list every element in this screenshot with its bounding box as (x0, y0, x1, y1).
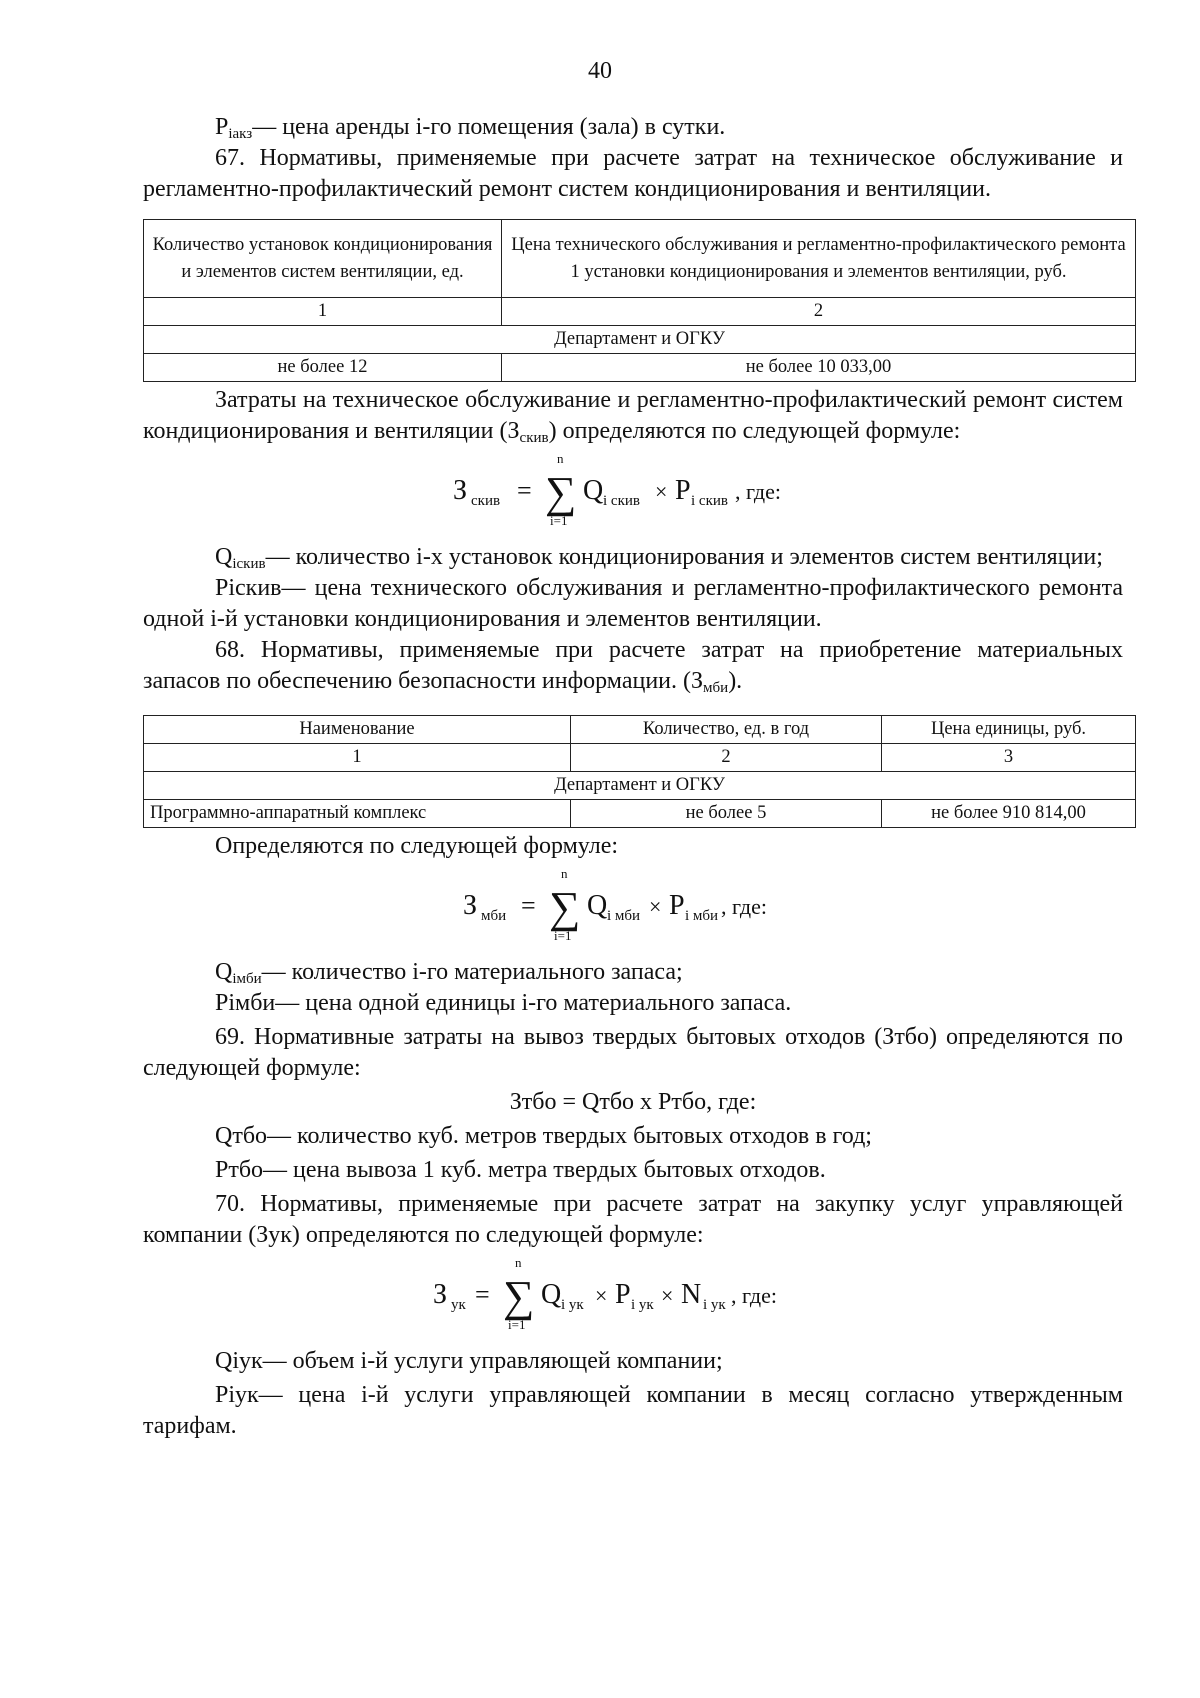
sum-lower-limit: i=1 (554, 928, 572, 943)
table-air-conditioning-norms (143, 219, 1136, 382)
formula-q-sub: i мби (607, 908, 641, 924)
definition-q-tbo: Qтбо— количество куб. метров твердых бытовых отходов в год; (215, 1123, 872, 1149)
formula-q: Q (583, 475, 604, 506)
formula-zmbi (143, 866, 1123, 953)
formula-zskiv-svg (423, 451, 843, 529)
table-cell: не более 5 (571, 800, 882, 828)
formula-eq: = (475, 1280, 490, 1309)
table-number-row (144, 744, 1136, 772)
table-cell: 3 (882, 744, 1136, 772)
formula-q: Q (587, 890, 608, 921)
table-group-row (144, 772, 1136, 800)
formula2-intro: Определяются по следующей формуле: (215, 833, 619, 859)
table-header-row (144, 220, 1136, 298)
formula-n-sub: i ук (703, 1297, 726, 1313)
formula-times: × (595, 1283, 608, 1308)
definition-p-iakz: $P_{іакз}—$ цена аренды і-го помещения (зала) в сутки. (215, 114, 726, 142)
sum-lower-limit: i=1 (550, 513, 568, 528)
formula-p: P (675, 475, 691, 506)
table-row (144, 800, 1136, 828)
section-68: 68. Нормативы, применяемые при расчете затрат на приобретение материальных запасов по обеспечению безопасности информации. $(З_{мби})$. (143, 637, 1123, 696)
formula-lhs-sub: ук (451, 1297, 466, 1313)
sum-symbol: ∑ (549, 883, 581, 932)
zskiv-intro: Затраты на техническое обслуживание и регламентно-профилактический ремонт систем кондиционирования и вентиляции $(З_{скив})$ определяются по следующей формуле: (143, 387, 1123, 446)
formula-lhs-sub: скив (471, 493, 501, 509)
table-header-cell: Количество установок кондиционирования и элементов систем вентиляции, ед. (144, 220, 502, 298)
formula-q: Q (541, 1279, 562, 1310)
sum-symbol: ∑ (503, 1272, 535, 1321)
sum-symbol: ∑ (545, 468, 577, 517)
table-header-cell: Наименование (144, 716, 571, 744)
formula-zmbi-svg (423, 866, 843, 944)
definition-p-imbi: Рімби— цена одной единицы і-го материального запаса. (215, 990, 792, 1016)
definition-q-iuk: Qіук— объем і-й услуги управляющей компании; (215, 1348, 723, 1374)
formula-lhs-sub: мби (481, 908, 507, 924)
sum-upper-limit: n (557, 451, 564, 466)
formula-ztbo: Зтбо = Qтбо х Ртбо, где: (509, 1089, 757, 1115)
formula-lhs: З (463, 890, 478, 921)
table-cell: 2 (571, 744, 882, 772)
table-number-row (144, 298, 1136, 326)
formula-tail: , где: (735, 479, 781, 504)
sum-lower-limit: i=1 (508, 1317, 526, 1332)
table-cell: 1 (144, 744, 571, 772)
definition-q-iskiv: $Q_{іскив}—$ количество і-х установок кондиционирования и элементов систем вентиляции; (215, 544, 1103, 572)
sum-upper-limit: n (561, 866, 568, 881)
table-cell: 1 (144, 298, 502, 326)
table-cell: не более 910 814,00 (882, 800, 1136, 828)
formula-times: × (649, 894, 662, 919)
table-group-cell: Департамент и ОГКУ (144, 326, 1136, 354)
table-group-row (144, 326, 1136, 354)
section-70: 70. Нормативы, применяемые при расчете затрат на закупку услуг управляющей компании (Зук) определяются по следующей формуле: (143, 1191, 1123, 1248)
page-content (143, 112, 1126, 1442)
definition-p-iuk: Ріук— цена і-й услуги управляющей компании в месяц согласно утвержденным тарифам. (143, 1382, 1123, 1439)
table-security-materials (143, 715, 1136, 828)
definition-q-imbi: $Q_{імби}—$ количество і-го материального запаса; (215, 959, 683, 987)
table-cell: не более 10 033,00 (502, 354, 1136, 382)
table-header-cell: Количество, ед. в год (571, 716, 882, 744)
table-cell: 2 (502, 298, 1136, 326)
table-group-cell: Департамент и ОГКУ (144, 772, 1136, 800)
formula-q-sub: i скив (603, 493, 640, 509)
definition-p-iskiv: Ріскив— цена технического обслуживания и регламентно-профилактического ремонта одной і-й установки кондиционирования и элементов вентиляции. (143, 575, 1123, 632)
formula-zuk (143, 1255, 1123, 1342)
formula-p-sub: i ук (631, 1297, 654, 1313)
formula-eq: = (517, 476, 532, 505)
formula-tail: , где: (731, 1283, 777, 1308)
formula-times: × (661, 1283, 674, 1308)
formula-lhs: З (453, 475, 468, 506)
formula-lhs: З (433, 1279, 448, 1310)
page-number: 40 (588, 58, 612, 84)
section-69: 69. Нормативные затраты на вывоз твердых бытовых отходов (Зтбо) определяются по следующей формуле: (143, 1024, 1123, 1081)
formula-q-sub: i ук (561, 1297, 584, 1313)
table-cell: Программно-аппаратный комплекс (144, 800, 571, 828)
sum-upper-limit: n (515, 1255, 522, 1270)
formula-p-sub: i скив (691, 493, 728, 509)
table-row (144, 354, 1136, 382)
table-header-row (144, 716, 1136, 744)
formula-n: N (681, 1279, 702, 1310)
formula-tail: , где: (721, 894, 767, 919)
formula-eq: = (521, 891, 536, 920)
formula-p: P (615, 1279, 631, 1310)
section-67: 67. Нормативы, применяемые при расчете затрат на техническое обслуживание и регламентно-профилактический ремонт систем кондиционирования и вентиляции. (143, 145, 1123, 202)
formula-zskiv (143, 451, 1123, 538)
definition-p-tbo: Ртбо— цена вывоза 1 куб. метра твердых бытовых отходов. (215, 1157, 826, 1183)
formula-p-sub: i мби (685, 908, 719, 924)
table-cell: не более 12 (144, 354, 502, 382)
table-header-cell: Цена технического обслуживания и регламентно-профилактического ремонта 1 установки кондиционирования и элементов вентиляции, руб. (502, 220, 1136, 298)
formula-p: P (669, 890, 685, 921)
table-header-cell: Цена единицы, руб. (882, 716, 1136, 744)
formula-times: × (655, 479, 668, 504)
formula-zuk-svg (423, 1255, 843, 1333)
